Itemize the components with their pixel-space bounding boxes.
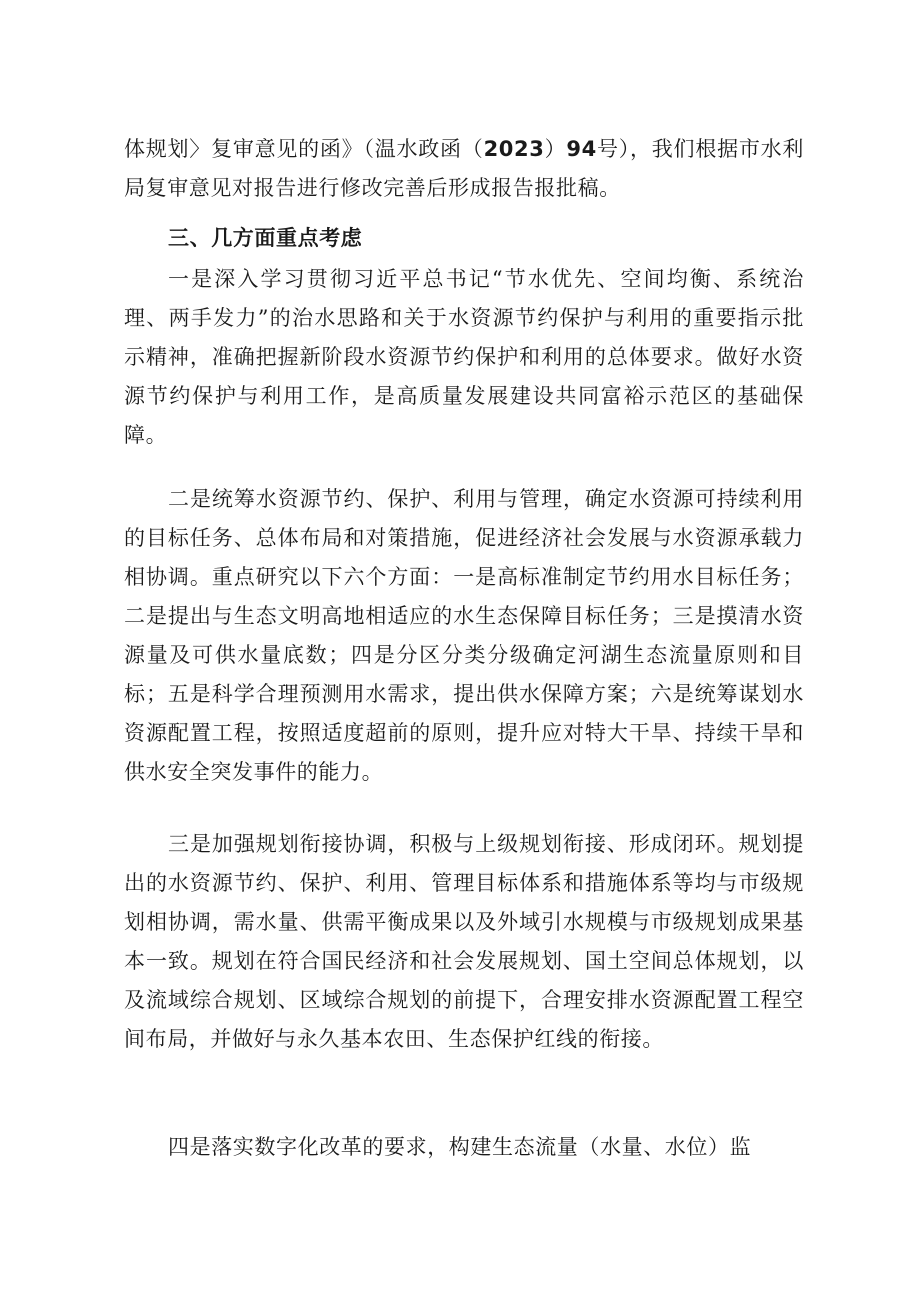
intro-text-3: 号），我们根据市水利局复审意见对报告进行修改完善后形成报告报批稿。 [124,137,804,200]
intro-paragraph [124,130,804,208]
paragraph-2: 二是统筹水资源节约、保护、利用与管理，确定水资源可持续利用的目标任务、总体布局和对策措施，促进经济社会发展与水资源承载力相协调。重点研究以下六个方面：一是高标准制定节约用水目标任务；二是提出与生态文明高地相适应的水生态保障目标任务；三是摸清水资源量及可供水量底数；四是分区分类分级确定河湖生态流量原则和目标；五是科学合理预测用水需求，提出供水保障方案；六是统筹谋划水资源配置工程，按照适度超前的原则，提升应对特大干旱、持续干旱和供水安全突发事件的能力。 [124,487,804,784]
intro-year: 2023 [483,137,545,161]
paragraph-3: 三是加强规划衔接协调，积极与上级规划衔接、形成闭环。规划提出的水资源节约、保护、利用、管理目标体系和措施体系等均与市级规划相协调，需水量、供需平衡成果以及外域引水规模与市级规划成果基本一致。规划在符合国民经济和社会发展规划、国土空间总体规划，以及流域综合规划、区域综合规划的前提下，合理安排水资源配置工程空间布局，并做好与永久基本农田、生态保护红线的衔接。 [124,832,804,1051]
paragraph-4: 四是落实数字化改革的要求，构建生态流量（水量、水位）监 [168,1135,752,1159]
section-heading: 三、几方面重点考虑 [168,226,363,250]
intro-text-1: 体规划〉复审意见的函》（温水政函（ [124,137,484,161]
intro-text-2: ） [544,137,567,161]
intro-number: 94 [566,137,597,161]
paragraph-1: 一是深入学习贯彻习近平总书记“节水优先、空间均衡、系统治理、两手发力”的治水思路和关于水资源节约保护与利用的重要指示批示精神，准确把握新阶段水资源节约保护和利用的总体要求。做好水资源节约保护与利用工作，是高质量发展建设共同富裕示范区的基础保障。 [124,267,804,447]
